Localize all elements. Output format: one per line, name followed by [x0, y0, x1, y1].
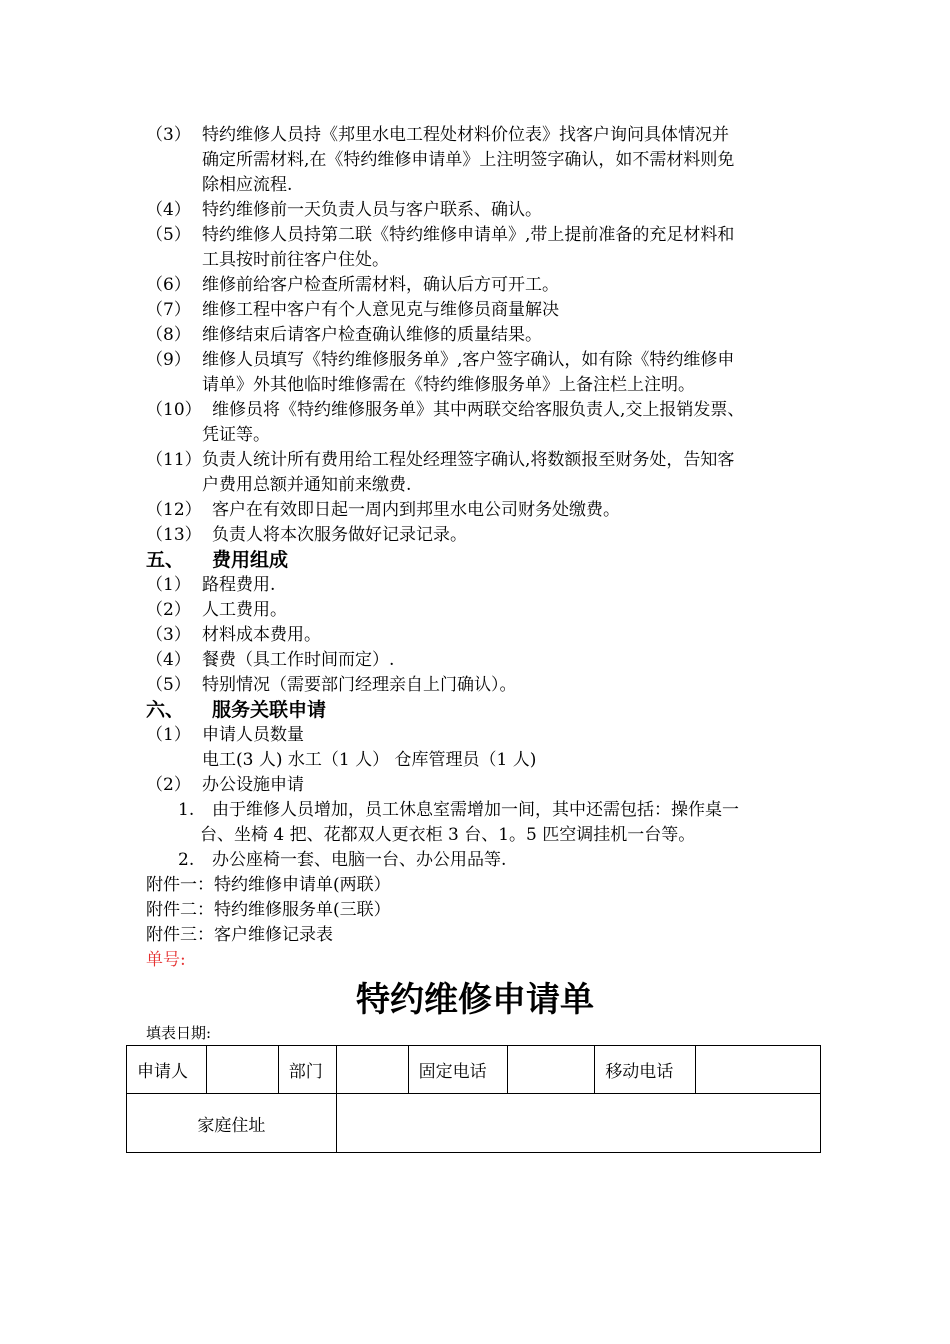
step-11-line-2: 户费用总额并通知前来缴费.: [202, 475, 412, 495]
step-8-line-1: 维修结束后请客户检查确认维修的质量结果。: [202, 325, 542, 345]
mobile-value-cell[interactable]: [696, 1046, 821, 1094]
section-6-title: 服务关联申请: [212, 699, 327, 721]
step-6-number: （6）: [146, 275, 191, 295]
facility-sub-2-number: 2.: [178, 850, 195, 870]
attachment-3: 附件三：客户维修记录表: [146, 925, 333, 945]
request-item-2-text: 办公设施申请: [202, 775, 304, 795]
cost-item-5-text: 特别情况（需要部门经理亲自上门确认）。: [202, 675, 517, 695]
cost-item-1-text: 路程费用.: [202, 575, 276, 595]
step-8-number: （8）: [146, 325, 191, 345]
step-3-number: （3）: [146, 125, 191, 145]
step-3-line-2: 确定所需材料,在《特约维修申请单》上注明签字确认，如不需材料则免: [202, 150, 735, 170]
step-5-number: （5）: [146, 225, 191, 245]
step-10-number: （10）: [146, 400, 202, 420]
serial-number-label: 单号:: [146, 950, 186, 970]
facility-sub-1-line-1: 由于维修人员增加，员工休息室需增加一间，其中还需包括：操作桌一: [212, 800, 739, 820]
address-label: 家庭住址: [127, 1094, 337, 1153]
step-12-line-1: 客户在有效即日起一周内到邦里水电公司财务处缴费。: [212, 500, 620, 520]
step-13-line-1: 负责人将本次服务做好记录记录。: [212, 525, 467, 545]
applicant-label: 申请人: [127, 1046, 207, 1094]
address-value-cell[interactable]: [336, 1094, 820, 1153]
attachment-2: 附件二：特约维修服务单(三联）: [146, 900, 391, 920]
fill-date-label: 填表日期:: [146, 1024, 212, 1042]
step-11-line-1: 负责人统计所有费用给工程处经理签字确认,将数额报至财务处，告知客: [202, 450, 735, 470]
step-6-line-1: 维修前给客户检查所需材料，确认后方可开工。: [202, 275, 559, 295]
application-form-table: [126, 1045, 821, 1153]
form-title: 特约维修申请单: [356, 980, 594, 1020]
step-4-line-1: 特约维修前一天负责人员与客户联系、确认。: [202, 200, 542, 220]
section-6-number: 六、: [146, 699, 185, 721]
attachment-1: 附件一：特约维修申请单(两联）: [146, 875, 391, 895]
step-7-line-1: 维修工程中客户有个人意见克与维修员商量解决: [202, 300, 559, 320]
step-3-line-3: 除相应流程.: [202, 175, 293, 195]
step-9-line-1: 维修人员填写《特约维修服务单》,客户签字确认，如有除《特约维修申: [202, 350, 735, 370]
facility-sub-1-number: 1.: [178, 800, 195, 820]
step-5-line-1: 特约维修人员持第二联《特约维修申请单》,带上提前准备的充足材料和: [202, 225, 735, 245]
step-3-line-1: 特约维修人员持《邦里水电工程处材料价位表》找客户询问具体情况并: [202, 125, 729, 145]
cost-item-4-number: （4）: [146, 650, 191, 670]
step-11-number: （11）: [146, 450, 202, 470]
section-6-heading: [146, 698, 326, 723]
department-value-cell[interactable]: [336, 1046, 408, 1094]
cost-item-5-number: （5）: [146, 675, 191, 695]
step-9-number: （9）: [146, 350, 191, 370]
section-5-title: 费用组成: [212, 549, 289, 571]
mobile-label: 移动电话: [595, 1046, 696, 1094]
landline-value-cell[interactable]: [508, 1046, 595, 1094]
request-item-1-text: 申请人员数量: [202, 725, 304, 745]
landline-label: 固定电话: [408, 1046, 508, 1094]
step-4-number: （4）: [146, 200, 191, 220]
request-item-2-number: （2）: [146, 775, 191, 795]
applicant-value-cell[interactable]: [206, 1046, 278, 1094]
form-row-address: [127, 1094, 821, 1153]
request-item-1-number: （1）: [146, 725, 191, 745]
cost-item-3-number: （3）: [146, 625, 191, 645]
cost-item-2-text: 人工费用。: [202, 600, 287, 620]
staff-count-detail: 电工(3 人) 水工（1 人） 仓库管理员（1 人): [202, 750, 537, 770]
step-9-line-2: 请单》外其他临时维修需在《特约维修服务单》上备注栏上注明。: [202, 375, 695, 395]
section-5-heading: [146, 548, 288, 573]
step-12-number: （12）: [146, 500, 202, 520]
section-5-number: 五、: [146, 549, 185, 571]
step-5-line-2: 工具按时前往客户住处。: [202, 250, 389, 270]
step-10-line-1: 维修员将《特约维修服务单》其中两联交给客服负责人,交上报销发票、: [212, 400, 745, 420]
cost-item-4-text: 餐费（具工作时间而定）.: [202, 650, 395, 670]
department-label: 部门: [278, 1046, 336, 1094]
form-row-contact: [127, 1046, 821, 1094]
step-10-line-2: 凭证等。: [202, 425, 270, 445]
step-13-number: （13）: [146, 525, 202, 545]
cost-item-3-text: 材料成本费用。: [202, 625, 321, 645]
facility-sub-2-line-1: 办公座椅一套、电脑一台、办公用品等.: [212, 850, 507, 870]
facility-sub-1-line-2: 台、坐椅 4 把、花都双人更衣柜 3 台、1。5 匹空调挂机一台等。: [200, 825, 696, 845]
cost-item-2-number: （2）: [146, 600, 191, 620]
step-7-number: （7）: [146, 300, 191, 320]
cost-item-1-number: （1）: [146, 575, 191, 595]
